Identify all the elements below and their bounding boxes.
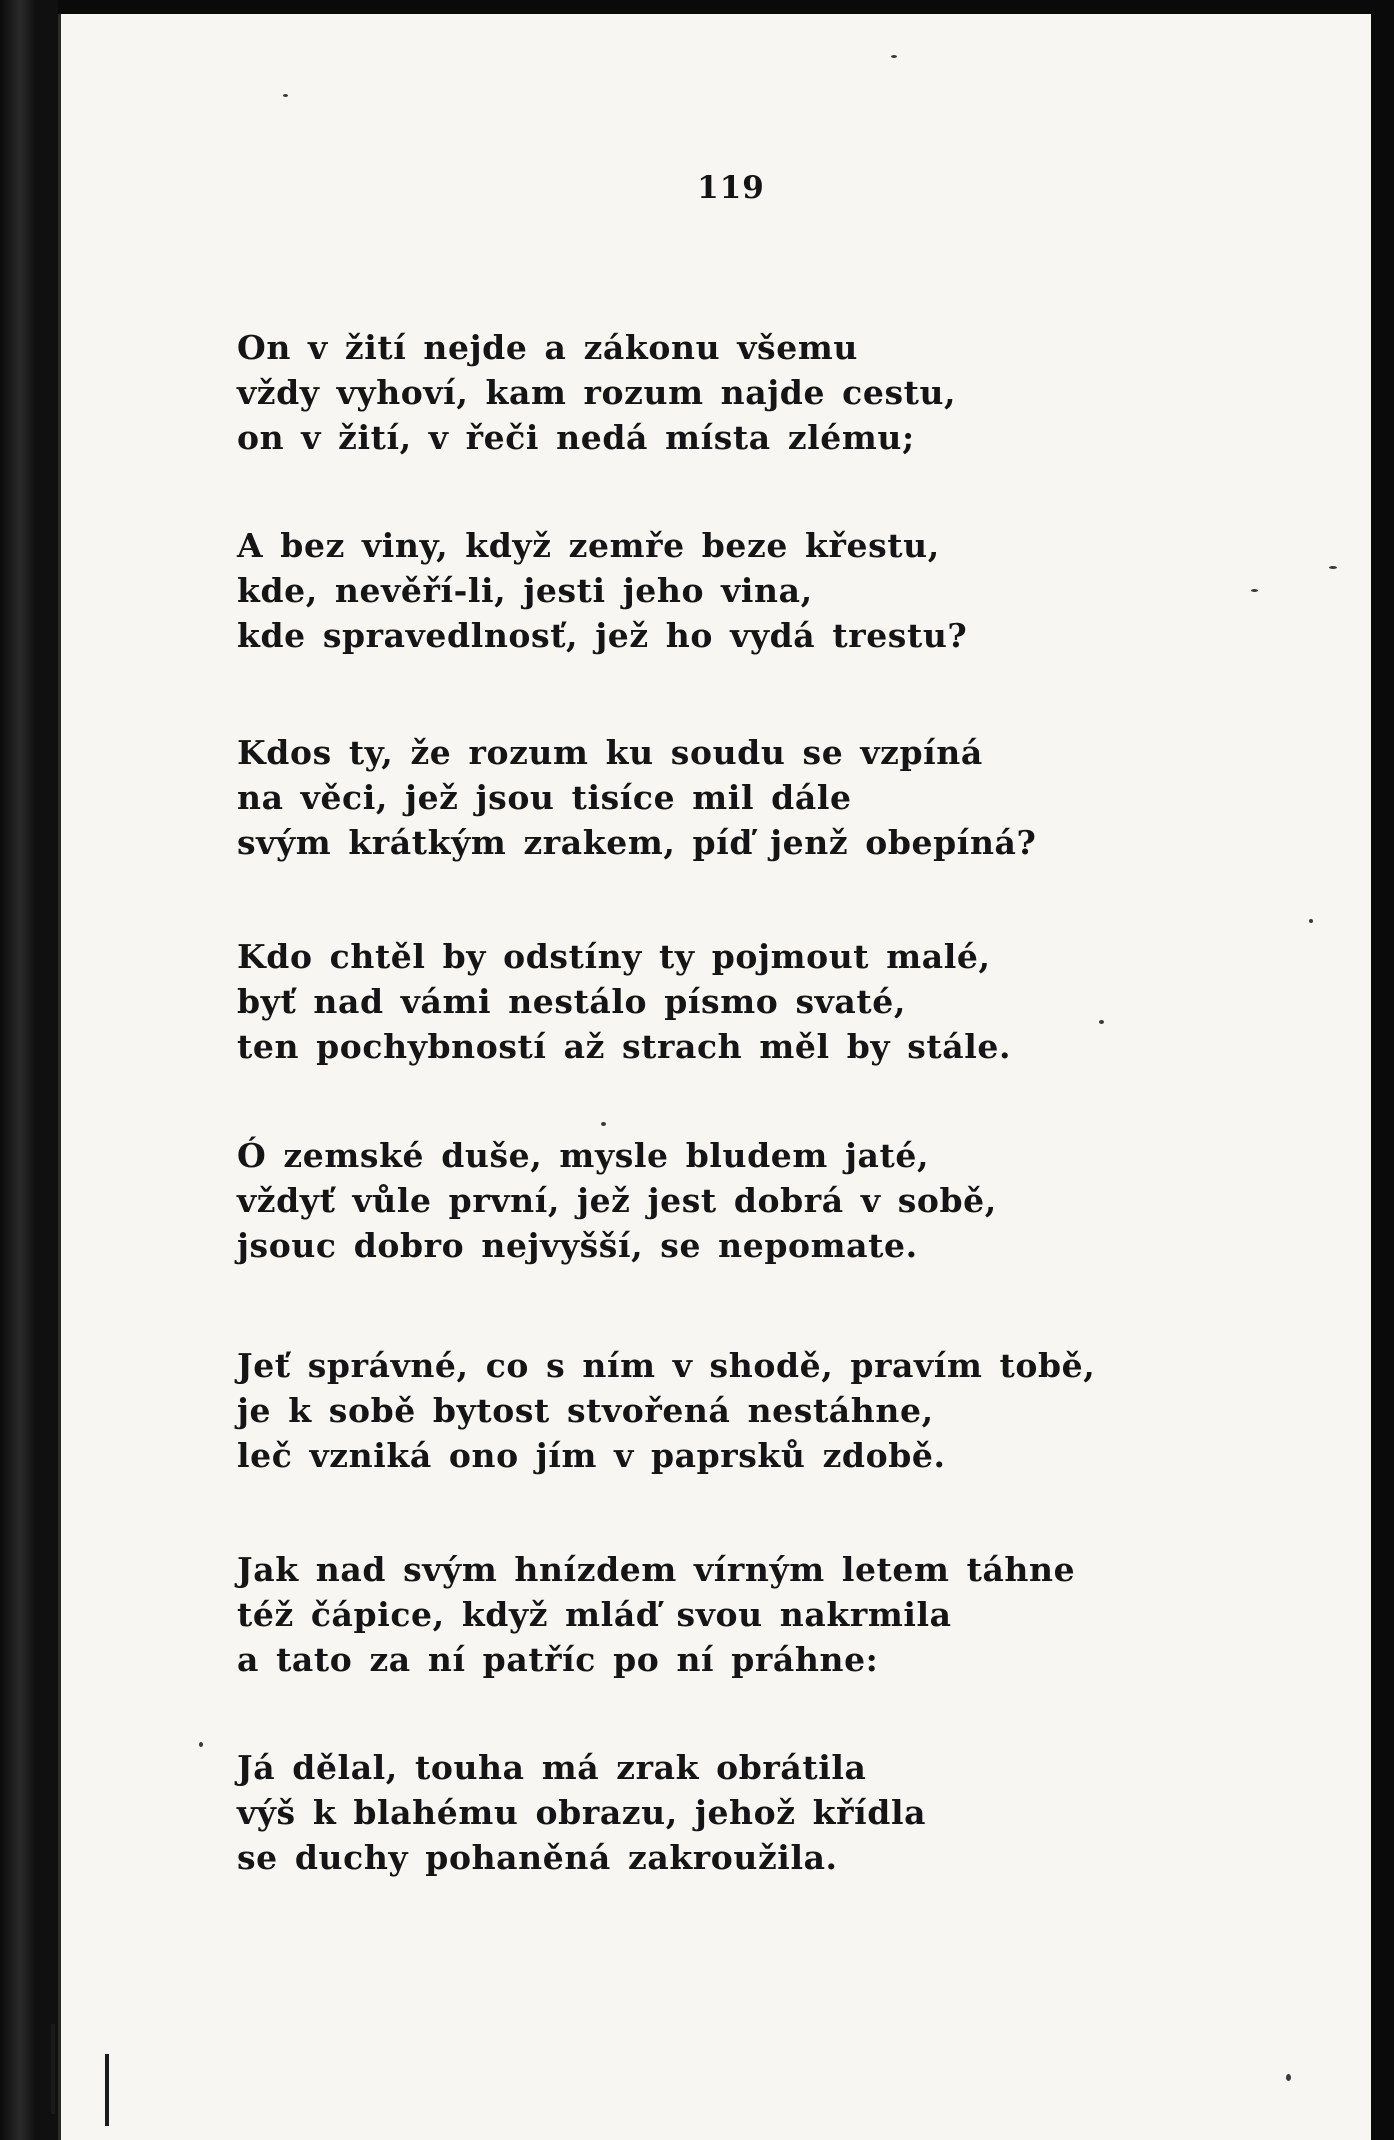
scan-speck [199,1742,203,1747]
verse-line: jsouc dobro nejvyšší, se nepomate. [237,1226,918,1265]
scan-edge-mark [105,2054,109,2126]
verse-line: vždyť vůle první, jež jest dobrá v sobě, [237,1181,997,1220]
stanza [237,1343,1347,1478]
verse-line: výš k blahému obrazu, jehož křídla [237,1793,927,1832]
stanza [237,523,1347,658]
stanza [237,730,1347,865]
scan-speck [891,55,897,58]
verse-line: svým krátkým zrakem, píď jenž obepíná? [237,823,1037,862]
scan-speck [1329,566,1337,569]
verse-line: Kdo chtěl by odstíny ty pojmout malé, [237,937,991,976]
verse-line: A bez viny, když zemře beze křestu, [237,526,940,565]
stanza [237,325,1347,460]
stanza [237,1133,1347,1268]
page-number: 119 [697,170,765,206]
scan-speck [601,1122,606,1126]
scan-speck [1309,919,1313,923]
scan-speck [1251,589,1258,592]
book-page [58,14,1371,2140]
verse-line: na věci, jež jsou tisíce mil dále [237,778,852,817]
verse-line: Kdos ty, že rozum ku soudu se vzpíná [237,733,983,772]
verse-line: leč vzniká ono jím v paprsků zdobě. [237,1436,946,1475]
verse-line: Ó zemské duše, mysle bludem jaté, [237,1136,930,1175]
scan-speck [1286,2074,1291,2081]
verse-line: je k sobě bytost stvořená nestáhne, [237,1391,934,1430]
verse-line: se duchy pohaněná zakroužila. [237,1838,838,1877]
verse-line: On v žití nejde a zákonu všemu [237,328,858,367]
verse-line: kde spravedlnosť, jež ho vydá trestu? [237,616,968,655]
book-fold-shadow [0,0,34,2140]
verse-line: vždy vyhoví, kam rozum najde cestu, [237,373,957,412]
stanza [237,1547,1347,1682]
verse-line: Já dělal, touha má zrak obrátila [237,1748,867,1787]
page-left-margin [0,0,58,2140]
verse-line: kde, nevěří-li, jesti jeho vina, [237,571,813,610]
scan-edge-mark [51,2024,55,2114]
verse-line: též čápice, když mláď svou nakrmila [237,1595,952,1634]
verse-line: ten pochybností až strach měl by stále. [237,1027,1012,1066]
verse-line: Jak nad svým hnízdem vírným letem táhne [237,1550,1076,1589]
verse-line: on v žití, v řeči nedá místa zlému; [237,418,915,457]
verse-line: Jeť správné, co s ním v shodě, pravím tobě, [237,1346,1096,1385]
verse-line: a tato za ní patříc po ní práhne: [237,1640,879,1679]
verse-line: byť nad vámi nestálo písmo svaté, [237,982,906,1021]
stanza [237,934,1347,1069]
scan-speck [283,94,288,97]
scan-speck [1099,1020,1104,1024]
stanza [237,1745,1347,1880]
